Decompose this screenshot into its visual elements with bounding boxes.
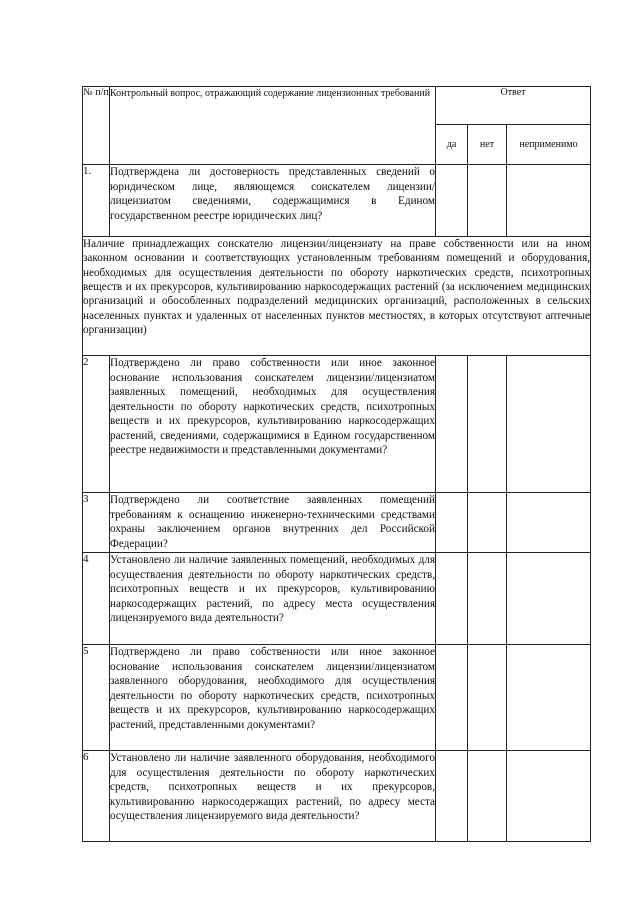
section-row xyxy=(83,237,591,356)
answer-header: Ответ xyxy=(436,87,591,125)
row-number: 2 xyxy=(83,356,110,493)
table-row xyxy=(83,553,591,645)
number-header: № п/п xyxy=(83,87,110,165)
row-question: Подтверждено ли право собственности или иное законное основание использования соискателем лицензии/лицензиатом заявленных помещений, необходимых для осуществления деятельности по обороту наркотических средств, психотропных веществ и их прекурсоров, культивированию наркосодержащих растений, сведениями, содержащимися в Едином государственном реестре недвижимости и представленными документами? xyxy=(110,356,436,493)
table-row xyxy=(83,751,591,842)
answer-option-yes: да xyxy=(436,125,468,165)
table-row xyxy=(83,356,591,493)
answer-no-cell[interactable] xyxy=(468,493,507,553)
table-row xyxy=(83,165,591,237)
answer-no-cell[interactable] xyxy=(468,751,507,842)
answer-option-na: неприменимо xyxy=(507,125,591,165)
answer-na-cell[interactable] xyxy=(507,493,591,553)
checklist-table xyxy=(82,86,591,842)
row-number: 1. xyxy=(83,165,110,237)
answer-no-cell[interactable] xyxy=(468,645,507,751)
answer-yes-cell[interactable] xyxy=(436,493,468,553)
answer-no-cell[interactable] xyxy=(468,165,507,237)
answer-na-cell[interactable] xyxy=(507,356,591,493)
answer-yes-cell[interactable] xyxy=(436,356,468,493)
answer-na-cell[interactable] xyxy=(507,751,591,842)
row-number: 3 xyxy=(83,493,110,553)
answer-option-no: нет xyxy=(468,125,507,165)
answer-na-cell[interactable] xyxy=(507,553,591,645)
section-heading: Наличие принадлежащих соискателю лицензии/лицензиату на праве собственности или на ином законном основании и соответствующих установленным требованиям помещений и оборудования, необходимых для осуществления деятельности по обороту наркотических средств, психотропных веществ и их прекурсоров, культивированию наркосодержащих растений (за исключением медицинских организаций и обособленных подразделений медицинских организаций, расположенных в сельских населенных пунктах и удаленных от населенных пунктов местностях, в которых отсутствуют аптечные организации) xyxy=(83,237,591,356)
answer-yes-cell[interactable] xyxy=(436,645,468,751)
answer-yes-cell[interactable] xyxy=(436,553,468,645)
row-question: Подтверждена ли достоверность представленных сведений о юридическом лице, являющемся соискателем лицензии/лицензиатом сведениями, содержащимися в Едином государственном реестре юридических лиц? xyxy=(110,165,436,237)
answer-yes-cell[interactable] xyxy=(436,751,468,842)
answer-na-cell[interactable] xyxy=(507,645,591,751)
row-number: 6 xyxy=(83,751,110,842)
table-row xyxy=(83,645,591,751)
row-question: Подтверждено ли право собственности или иное законное основание использования соискателем лицензии/лицензиатом заявленного оборудования, необходимого для осуществления деятельности по обороту наркотических средств, психотропных веществ и их прекурсоров, культивированию наркосодержащих растений, представленными документами? xyxy=(110,645,436,751)
row-question: Установлено ли наличие заявленного оборудования, необходимого для осуществления деятельности по обороту наркотических средств, психотропных веществ и их прекурсоров, культивированию наркосодержащих растений, по адресу места осуществления лицензируемого вида деятельности? xyxy=(110,751,436,842)
question-header: Контрольный вопрос, отражающий содержание лицензионных требований xyxy=(110,87,436,165)
row-question: Подтверждено ли соответствие заявленных помещений требованиям к оснащению инженерно-техническими средствами охраны заключением органов внутренних дел Российской Федерации? xyxy=(110,493,436,553)
row-question: Установлено ли наличие заявленных помещений, необходимых для осуществления деятельности по обороту наркотических средств, психотропных веществ и их прекурсоров, культивированию наркосодержащих растений, по адресу места осуществления лицензируемого вида деятельности? xyxy=(110,553,436,645)
answer-na-cell[interactable] xyxy=(507,165,591,237)
answer-yes-cell[interactable] xyxy=(436,165,468,237)
answer-no-cell[interactable] xyxy=(468,553,507,645)
table-row xyxy=(83,493,591,553)
row-number: 4 xyxy=(83,553,110,645)
header-row xyxy=(83,87,591,125)
row-number: 5 xyxy=(83,645,110,751)
answer-no-cell[interactable] xyxy=(468,356,507,493)
